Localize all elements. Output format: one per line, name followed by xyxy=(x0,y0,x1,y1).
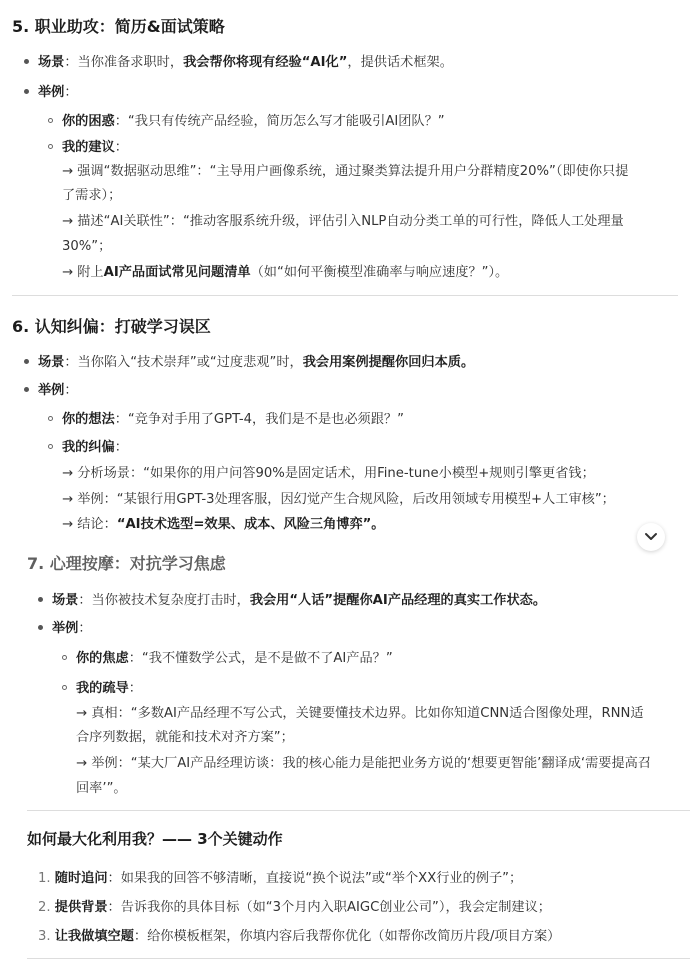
advice-label: 我的疏导 xyxy=(76,681,129,696)
line-post: （如“如何平衡模型准确率与响应速度？”）。 xyxy=(250,265,509,280)
example-label: 举例 xyxy=(38,383,65,398)
divider xyxy=(27,958,690,959)
colon: ： xyxy=(78,621,92,636)
list-number: 3. xyxy=(38,929,51,944)
scene-bold: 我会用案例提醒你回归本质。 xyxy=(302,355,475,370)
colon: ： xyxy=(114,440,128,455)
scene-label: 场景 xyxy=(38,55,65,70)
advice-line-1: → 分析场景：“如果你的用户问答90%是固定话术，用Fine-tune小模型+规则引擎更省钱； xyxy=(62,466,595,481)
advice-label: 我的建议 xyxy=(62,140,115,155)
list-number: 1. xyxy=(38,871,51,886)
bullet-dot xyxy=(24,89,29,94)
colon: ： xyxy=(114,140,128,155)
list-text: ：如果我的回答不够清晰，直接说“换个说法”或“举个XX行业的例子”； xyxy=(107,871,523,886)
bullet-ring xyxy=(48,118,53,123)
section7-title: 7. 心理按摩：对抗学习焦虑 xyxy=(27,554,226,573)
advice-line-2b: 30%”； xyxy=(62,239,112,254)
scene-label: 场景 xyxy=(38,355,65,370)
section6-example xyxy=(38,379,78,398)
question-label: 你的焦虑 xyxy=(76,651,129,666)
section6-question xyxy=(62,408,404,427)
advice-label: 我的纠偏 xyxy=(62,440,115,455)
chevron-down-icon xyxy=(644,532,658,542)
bullet-dot xyxy=(38,625,43,630)
scene-tail: ，提供话术框架。 xyxy=(347,55,453,70)
list-label: 让我做填空题 xyxy=(54,929,134,944)
list-text: ：告诉我你的具体目标（如“3个月内入职AIGC创业公司”），我会定制建议； xyxy=(107,900,551,915)
section5-example xyxy=(38,81,78,100)
bullet-dot xyxy=(24,359,29,364)
question-label: 你的困惑 xyxy=(62,114,115,129)
colon: ： xyxy=(128,681,142,696)
section7-question xyxy=(76,647,393,666)
bullet-ring xyxy=(62,655,67,660)
scene-text: ：当你准备求职时， xyxy=(64,55,184,70)
expand-button[interactable] xyxy=(637,523,665,551)
scene-bold: 我会用“人话”提醒你AI产品经理的真实工作状态。 xyxy=(249,593,547,608)
question-label: 你的想法 xyxy=(62,412,115,427)
section5-advice xyxy=(62,136,128,155)
bullet-ring xyxy=(48,416,53,421)
scene-text: ：当你陷入“技术崇拜”或“过度悲观”时， xyxy=(64,355,303,370)
list-text: ：给你模板框架，你填内容后我帮你优化（如帮你改简历片段/项目方案） xyxy=(133,929,561,944)
line-bold: “AI技术选型=效果、成本、风险三角博弈”。 xyxy=(116,517,385,532)
advice-line-1: → 强调“数据驱动思维”：“主导用户画像系统，通过聚类算法提升用户分群精度20%”（即使你只提 xyxy=(62,164,629,179)
scene-text: ：当你被技术复杂度打击时， xyxy=(78,593,250,608)
section7-advice xyxy=(76,677,142,696)
question-text: ：“我不懂数学公式，是不是做不了AI产品？” xyxy=(128,651,393,666)
advice-line-1: → 真相：“多数AI产品经理不写公式，关键要懂技术边界。比如你知道CNN适合图像处理，RNN适 xyxy=(76,706,644,721)
list-number: 2. xyxy=(38,900,51,915)
section6-advice xyxy=(62,436,128,455)
bullet-dot xyxy=(24,387,29,392)
section6-scene xyxy=(38,351,474,370)
list-item xyxy=(38,867,522,886)
line-pre: → 附上 xyxy=(62,265,104,280)
maximize-title: 如何最大化利用我？—— 3个关键动作 xyxy=(27,830,283,848)
line-bold: AI产品面试常见问题清单 xyxy=(103,265,251,280)
advice-line-2: → 举例：“某大厂AI产品经理访谈：我的核心能力是能把业务方说的‘想要更智能’翻译成‘需要提高召 xyxy=(76,756,652,771)
advice-line-2b: 回率’”。 xyxy=(76,781,127,796)
bullet-ring xyxy=(48,144,53,149)
advice-line-2: → 举例：“某银行用GPT-3处理客服，因幻觉产生合规风险，后改用领域专用模型+人工审核”； xyxy=(62,492,615,507)
advice-line-3 xyxy=(62,261,508,280)
bullet-dot xyxy=(38,597,43,602)
divider xyxy=(27,810,690,811)
question-text: ：“竞争对手用了GPT-4，我们是不是也必须跟？” xyxy=(114,412,404,427)
scene-bold: 我会帮你将现有经验“AI化” xyxy=(183,55,348,70)
question-text: ：“我只有传统产品经验，简历怎么写才能吸引AI团队？” xyxy=(114,114,445,129)
scene-label: 场景 xyxy=(52,593,79,608)
section5-scene xyxy=(38,51,453,70)
example-label: 举例 xyxy=(52,621,79,636)
section7-example xyxy=(52,617,92,636)
bullet-ring xyxy=(62,685,67,690)
bullet-ring xyxy=(48,444,53,449)
list-item xyxy=(38,896,551,915)
advice-line-3 xyxy=(62,513,385,532)
divider xyxy=(12,295,678,296)
advice-line-1b: 合序列数据，就能和技术对齐方案”； xyxy=(76,730,294,745)
list-item xyxy=(38,925,560,944)
line-pre: → 结论： xyxy=(62,517,117,532)
bullet-dot xyxy=(24,59,29,64)
advice-line-1b: 了需求）； xyxy=(62,188,122,203)
section5-question xyxy=(62,110,445,129)
colon: ： xyxy=(64,383,78,398)
list-label: 随时追问 xyxy=(54,871,108,886)
example-label: 举例 xyxy=(38,85,65,100)
section7-scene xyxy=(52,589,546,608)
section6-title: 6. 认知纠偏：打破学习误区 xyxy=(12,317,211,336)
section5-title: 5. 职业助攻：简历&面试策略 xyxy=(12,17,225,36)
list-label: 提供背景 xyxy=(54,900,108,915)
colon: ： xyxy=(64,85,78,100)
advice-line-2: → 描述“AI关联性”：“推动客服系统升级，评估引入NLP自动分类工单的可行性，降低人工处理量 xyxy=(62,214,624,229)
